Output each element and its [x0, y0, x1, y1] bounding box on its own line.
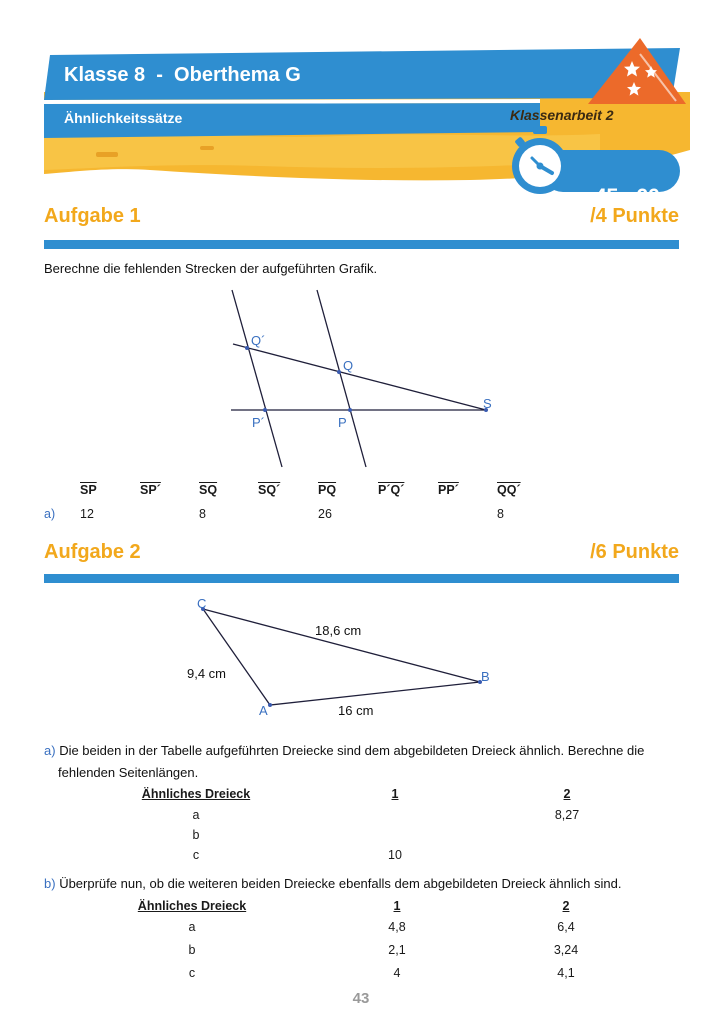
exam-label: Klassenarbeit 2 — [510, 107, 614, 123]
task2-divider — [44, 574, 679, 583]
part-b-row-v1: 2,1 — [388, 943, 406, 957]
line-qprime-p-prime — [232, 290, 282, 467]
task2-part-a-text — [44, 740, 684, 784]
part-a-line2: fehlenden Seitenlängen. — [58, 765, 199, 780]
page-title: Klasse 8 - Oberthema G — [64, 64, 301, 86]
line-through-q — [233, 344, 486, 410]
task1-header-spprime: SP´ — [140, 483, 161, 497]
part-b-row-v2: 4,1 — [557, 966, 575, 980]
task1-title: Aufgabe 1 — [44, 205, 141, 227]
part-a-row-label: c — [192, 848, 200, 862]
task1-row-label: a) — [44, 507, 56, 521]
task1-instruction: Berechne die fehlenden Strecken der aufgeführten Grafik. — [44, 261, 378, 276]
part-a-header-1: 1 — [391, 787, 399, 801]
part-a-row-label: a — [192, 808, 200, 822]
task1-value-qqprime: 8 — [497, 507, 504, 521]
task1-value-pq: 26 — [318, 507, 332, 521]
part-a-header-label: Ähnliches Dreieck — [141, 787, 251, 801]
vertex-a: A — [259, 703, 268, 718]
part-b-header-2: 2 — [562, 899, 570, 913]
task1-header-sp: $\overline{SP}$ — [80, 483, 97, 497]
task1-header-sq: $\overline{SQ}$ — [199, 483, 218, 497]
line-q-p — [317, 290, 366, 467]
part-b-row-v2: 6,4 — [557, 920, 575, 934]
part-b-row-label: b — [188, 943, 196, 957]
time-range-value: 45 - 60 — [594, 184, 660, 209]
task2-part-b-text — [44, 876, 684, 891]
part-b-header-1: 1 — [393, 899, 401, 913]
task1-header-qqprime: QQ´ — [497, 483, 521, 497]
part-b-line: Überprüfe nun, ob die weiteren beiden Dreiecke ebenfalls dem abgebildeten Dreieck ähnlich sind. — [59, 876, 622, 891]
part-a-row-v1: 10 — [388, 848, 402, 862]
star-icon — [623, 60, 641, 78]
task2-points: /6 Punkte — [590, 541, 679, 563]
part-b-row-v2: 3,24 — [553, 943, 579, 957]
task1-header-sqprime: SQ´ — [258, 483, 281, 497]
part-a-header-2: 2 — [563, 787, 571, 801]
star-icon — [644, 65, 658, 79]
label-p-prime: P´ — [252, 415, 265, 430]
part-b-row-label: c — [188, 966, 196, 980]
side-cb-label: 18,6 cm — [315, 623, 362, 638]
time-unit: min — [662, 193, 683, 207]
star-icon — [626, 81, 642, 97]
side-ab-label: 16 cm — [338, 703, 374, 718]
task1-value-sp: 12 — [80, 507, 94, 521]
task1-divider — [44, 240, 679, 249]
task2-title: Aufgabe 2 — [44, 541, 141, 563]
label-q: Q — [343, 358, 354, 373]
label-s: S — [483, 396, 492, 411]
side-ca-label: 9,4 cm — [187, 666, 227, 681]
part-a-line1: Die beiden in der Tabelle aufgeführten Dreiecke sind dem abgebildeten Dreieck ähnlich. Berechne die — [59, 743, 645, 758]
label-p: P — [338, 415, 347, 430]
task1-header-pq: $\overline{PQ}$ — [318, 483, 337, 497]
header-banner — [0, 0, 722, 209]
vertex-b: B — [481, 669, 490, 684]
task1-value-sq: 8 — [199, 507, 206, 521]
label-q-prime: Q´ — [251, 333, 266, 348]
part-b-row-v1: 4,8 — [388, 920, 406, 934]
task1-figure — [0, 280, 722, 470]
part-a-row-label: b — [192, 828, 200, 842]
page-number: 43 — [352, 990, 370, 1007]
task1-points: /4 Punkte — [590, 205, 679, 227]
task1-header-ppprime: PP´ — [438, 483, 459, 497]
part-a-row-v2: 8,27 — [554, 808, 580, 822]
part-b-row-label: a — [188, 920, 196, 934]
part-a-label: a) — [44, 743, 56, 758]
page-subtitle: Ähnlichkeitssätze — [64, 110, 183, 126]
part-b-row-v1: 4 — [393, 966, 401, 980]
part-b-header-label: Ähnliches Dreieck — [137, 899, 247, 913]
task1-header-pprimeqprime: P´Q´ — [378, 483, 405, 497]
stopwatch-icon — [510, 136, 570, 196]
part-b-label: b) — [44, 876, 56, 891]
vertex-c: C — [197, 596, 207, 611]
